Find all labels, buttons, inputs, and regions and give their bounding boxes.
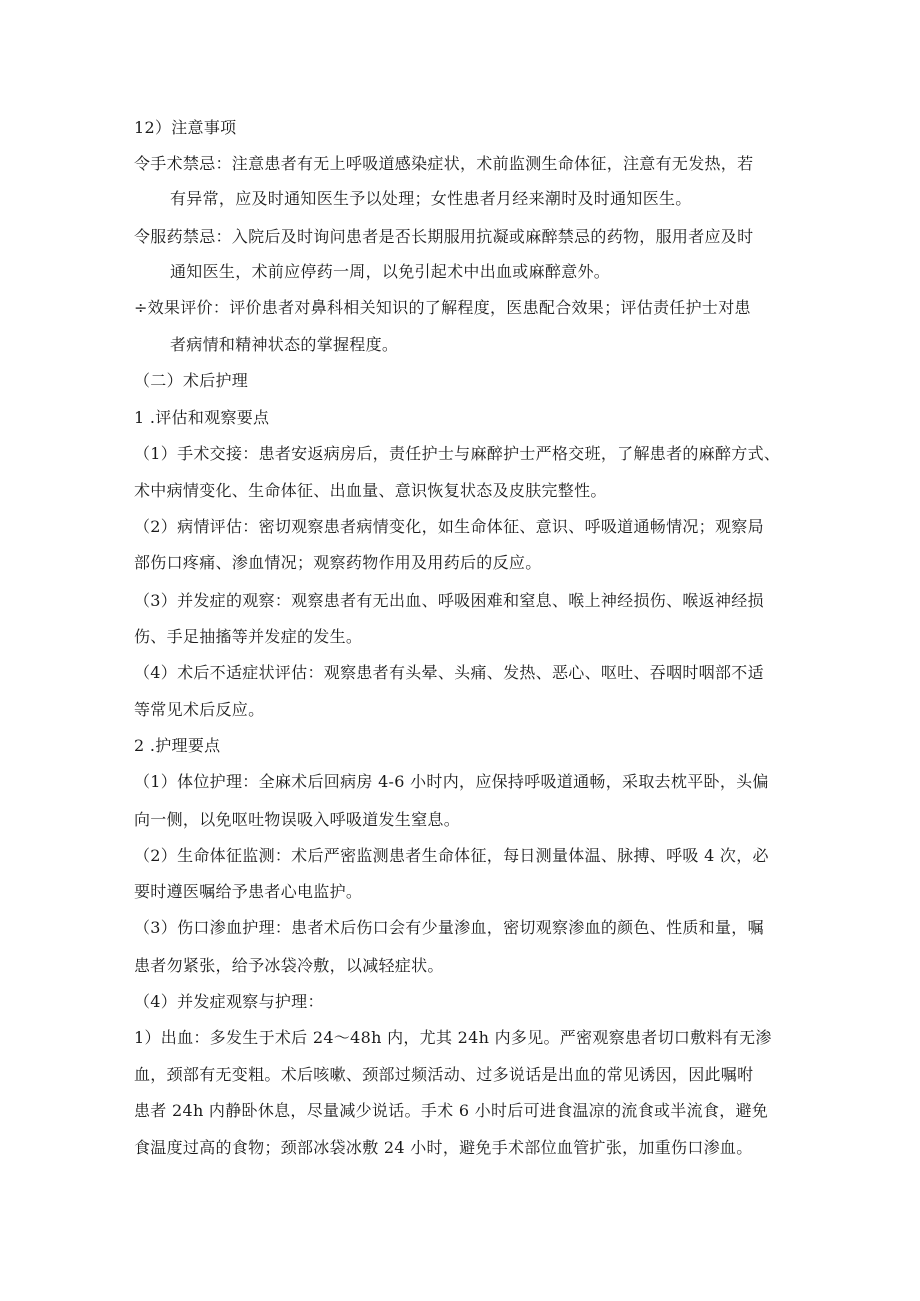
text-line: （2）生命体征监测：术后严密监测患者生命体征，每日测量体温、脉搏、呼吸 4 次，必 (134, 846, 769, 865)
text-line: 患者 24h 内静卧休息，尽量减少说话。手术 6 小时后可进食温凉的流食或半流食，避免 (134, 1101, 769, 1120)
text-line: 伤、手足抽搐等并发症的发生。 (134, 627, 363, 646)
text-line: （2）病情评估：密切观察患者病情变化，如生命体征、意识、呼吸道通畅情况；观察局 (134, 517, 764, 536)
text-line: ÷效果评价：评价患者对鼻科相关知识的了解程度，医患配合效果；评估责任护士对患 (134, 298, 751, 317)
text-line: 术中病情变化、生命体征、出血量、意识恢复状态及皮肤完整性。 (134, 481, 607, 500)
heading-assessment: 1 .评估和观察要点 (134, 408, 270, 427)
heading-postop: （二）术后护理 (134, 371, 249, 390)
text-line: 血，颈部有无变粗。术后咳嗽、颈部过频活动、过多说话是出血的常见诱因，因此嘱咐 (134, 1065, 754, 1084)
heading-notes: 12）注意事项 (134, 118, 237, 137)
text-line: （4）术后不适症状评估：观察患者有头晕、头痛、发热、恶心、呕吐、吞咽时咽部不适 (134, 663, 764, 682)
text-line: 部伤口疼痛、渗血情况；观察药物作用及用药后的反应。 (134, 553, 542, 572)
text-line: 有异常，应及时通知医生予以处理；女性患者月经来潮时及时通知医生。 (170, 189, 692, 208)
text-line: 等常见术后反应。 (134, 700, 265, 719)
text-line: （1）手术交接：患者安返病房后，责任护士与麻醉护士严格交班，了解患者的麻醉方式、 (134, 444, 781, 463)
text-line: （3）伤口渗血护理：患者术后伤口会有少量渗血，密切观察渗血的颜色、性质和量，嘱 (134, 918, 764, 937)
text-line: 向一侧，以免呕吐物误吸入呼吸道发生窒息。 (134, 810, 461, 829)
text-line: 要时遵医嘱给予患者心电监护。 (134, 882, 363, 901)
text-line: （3）并发症的观察：观察患者有无出血、呼吸困难和窒息、喉上神经损伤、喉返神经损 (134, 591, 764, 610)
text-line: 令手术禁忌：注意患者有无上呼吸道感染症状，术前监测生命体征，注意有无发热，若 (134, 154, 754, 173)
text-line: 通知医生，术前应停药一周，以免引起术中出血或麻醉意外。 (170, 262, 611, 281)
text-line: （1）体位护理：全麻术后回病房 4-6 小时内，应保持呼吸道通畅，采取去枕平卧，头偏 (134, 772, 769, 791)
text-line: （4）并发症观察与护理： (134, 992, 324, 1011)
text-line: 患者勿紧张，给予冰袋冷敷，以减轻症状。 (134, 956, 444, 975)
text-line: 食温度过高的食物；颈部冰袋冰敷 24 小时，避免手术部位血管扩张，加重伤口渗血。 (134, 1138, 753, 1157)
text-line: 者病情和精神状态的掌握程度。 (170, 335, 399, 354)
heading-nursing-points: 2 .护理要点 (134, 736, 221, 755)
text-line: 令服药禁忌：入院后及时询问患者是否长期服用抗凝或麻醉禁忌的药物，服用者应及时 (134, 227, 754, 246)
text-line: 1）出血：多发生于术后 24～48h 内，尤其 24h 内多见。严密观察患者切口敷料有无渗 (134, 1028, 772, 1047)
